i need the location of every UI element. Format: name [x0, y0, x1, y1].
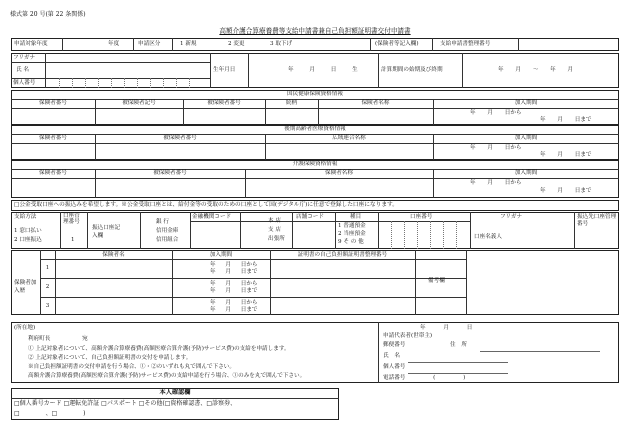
category-change[interactable]: 2 変更 — [228, 41, 245, 47]
transfer-entry-label: 振込口座記入欄 — [92, 225, 120, 239]
row1-frame — [11, 38, 619, 51]
name-label: 氏 名 — [16, 67, 29, 73]
nhi-header: 国民健康保険資格情報 — [287, 91, 343, 97]
mayor-addressee: 利府町長 宛 — [28, 336, 88, 342]
target-year-label: 申請対象年度 — [14, 41, 48, 47]
declaration-line-1: ① 上記対象者について、高額介護合算療養費(高額医療合算介護(予防)サービス費)の支給を申請します。 — [28, 346, 290, 352]
mynumber-label: 個人番号 — [13, 80, 36, 86]
institution-code-label: 金融機関コード — [192, 214, 232, 220]
id-check-line-1[interactable]: □個人番号カード □運転免許証 □パスポート □その他(□資格確認書、□診察券、 — [14, 400, 237, 407]
holder-furigana-label: フリガナ — [500, 214, 523, 220]
branch-type-3: 出張所 — [268, 236, 285, 242]
remarks-label: 備考欄 — [428, 278, 445, 284]
account-type-3: 9 そ の 他 — [338, 239, 364, 245]
history-r2-from: 年 月 日から — [210, 281, 258, 287]
applicant-mynumber-label: 個人番号 — [383, 364, 406, 370]
declaration-line-2: ② 上記対象者について、自己負担額証明書の交付を申請します。 — [28, 355, 192, 361]
branch-type-1: 本 店 — [268, 218, 281, 224]
bank-type-2: 信用金庫 — [156, 228, 179, 234]
history-col-1: 保険者名 — [102, 252, 125, 258]
nhi-col-1: 保険者番号 — [39, 100, 67, 106]
elderly-period-to: 年 月 日まで — [540, 152, 592, 158]
elderly-col-4: 加入期間 — [514, 135, 538, 141]
nhi-col-6: 加入期間 — [514, 100, 538, 106]
history-row-1: 1 — [45, 265, 50, 271]
nhi-col-2: 被保険者記号 — [122, 100, 156, 106]
care-col-4: 加入期間 — [514, 170, 538, 176]
history-r3-from: 年 月 日から — [210, 300, 258, 306]
public-account-note[interactable]: □公金受取口座への振込みを希望します。※公金受取口座とは、給付金等の受取のための口座として国(デジタル庁)に任意で登録した口座になります。 — [14, 202, 398, 208]
postal-label: 郵便番号 — [383, 342, 406, 348]
pay-window[interactable]: 1 窓口払い — [14, 228, 42, 234]
year-unit: 年度 — [108, 41, 120, 47]
elderly-header: 後期高齢者医療資格情報 — [284, 126, 346, 132]
holder-label: 口座名義人 — [474, 234, 502, 240]
history-r1-to: 年 月 日まで — [210, 269, 258, 275]
transfer-mgmt-label: 振込先口座管理番号 — [577, 214, 617, 228]
nhi-period-from: 年 月 日から — [470, 110, 522, 116]
elderly-col-1: 保険者番号 — [39, 135, 67, 141]
history-r1-from: 年 月 日から — [210, 262, 258, 268]
elderly-period-from: 年 月 日から — [470, 145, 522, 151]
furigana-label: フリガナ — [13, 55, 36, 61]
nhi-col-5: 保険者名称 — [361, 100, 390, 106]
bank-type-1: 銀 行 — [156, 219, 169, 225]
account-type-2: 2 当座預金 — [338, 231, 366, 237]
care-col-3: 保険者名称 — [325, 170, 353, 176]
account-number-label: 口座番号 — [410, 214, 433, 220]
history-r2-to: 年 月 日まで — [210, 288, 258, 294]
form-id: 様式第 20 号(第 22 条関係) — [10, 11, 86, 18]
birthdate-label: 生年月日 — [213, 67, 236, 73]
birthdate-format: 年 月 日 生 — [288, 67, 358, 73]
declaration-line-4: 高額介護合算療養費(高額医療合算介護(予防)サービス費)の支給申請を行う場合、①のみを丸で囲んで下さい。 — [28, 373, 306, 379]
id-check-line-2[interactable]: □ 、□ ) — [14, 410, 86, 417]
applicant-name-label: 氏 名 — [383, 353, 400, 359]
applicant-head: 申請代表者(世帯主) — [383, 333, 433, 339]
history-col-3: 証明書の自己負担額証明書整理番号 — [297, 252, 388, 258]
account-kind-value: 1 — [71, 237, 75, 243]
history-col-2: 加入期間 — [209, 252, 233, 258]
account-type-1: 1 普通預金 — [338, 223, 366, 229]
branch-code-label: 店舗コード — [296, 214, 324, 220]
category-withdraw[interactable]: 3 取下げ — [270, 41, 293, 47]
category-new[interactable]: 1 新規 — [180, 41, 197, 47]
declaration-line-3: ※自己負担額証明書の交付申請を行う場合、①・②のいずれも丸で囲んで下さい。 — [28, 364, 235, 370]
branch-type-2: 支 店 — [268, 227, 281, 233]
care-col-1: 保険者番号 — [39, 170, 67, 176]
history-side-label: 保険者加入歴 — [14, 280, 37, 295]
elderly-col-2: 被保険者番号 — [163, 135, 197, 141]
elderly-col-3: 広域連合名称 — [332, 135, 366, 141]
care-period-from: 年 月 日から — [470, 180, 522, 186]
applicant-date: 年 月 日 — [420, 325, 473, 331]
period-format: 年 月 ～ 年 月 — [498, 67, 574, 73]
account-type-label: 種目 — [350, 214, 362, 220]
account-kind-label: 口座管理番号 — [63, 213, 80, 225]
applicant-phone: 電話番号 ( ) — [383, 375, 466, 381]
nhi-col-4: 続柄 — [285, 100, 298, 106]
nhi-col-3: 被保険者番号 — [207, 100, 241, 106]
history-row-3: 3 — [45, 303, 50, 309]
care-col-2: 被保険者番号 — [153, 170, 187, 176]
pay-method-label: 支給方法 — [14, 214, 37, 220]
history-r3-to: 年 月 日まで — [210, 307, 258, 313]
care-header: 介護保険資格情報 — [292, 161, 338, 167]
nhi-period-to: 年 月 日まで — [540, 117, 592, 123]
history-row-2: 2 — [45, 284, 50, 290]
category-label: 申請区分 — [138, 41, 161, 47]
care-period-to: 年 月 日まで — [540, 188, 592, 194]
period-label: 計算期間の始期及び終期 — [381, 67, 443, 73]
id-check-title: 本人確認欄 — [159, 389, 191, 396]
payment-number-label: 支給申請書整理番号 — [440, 41, 491, 47]
form-title: 高額介護合算療養費等支給申請書兼自己負担額証明書交付申請書 — [219, 27, 411, 35]
insurer-note: (保険者等記入欄) — [375, 41, 419, 47]
address-label: (所在地) — [14, 325, 36, 331]
bank-type-3: 信用組合 — [156, 237, 179, 243]
applicant-address-label: 住 所 — [450, 342, 467, 348]
pay-transfer[interactable]: 2 口座振込 — [14, 237, 42, 243]
